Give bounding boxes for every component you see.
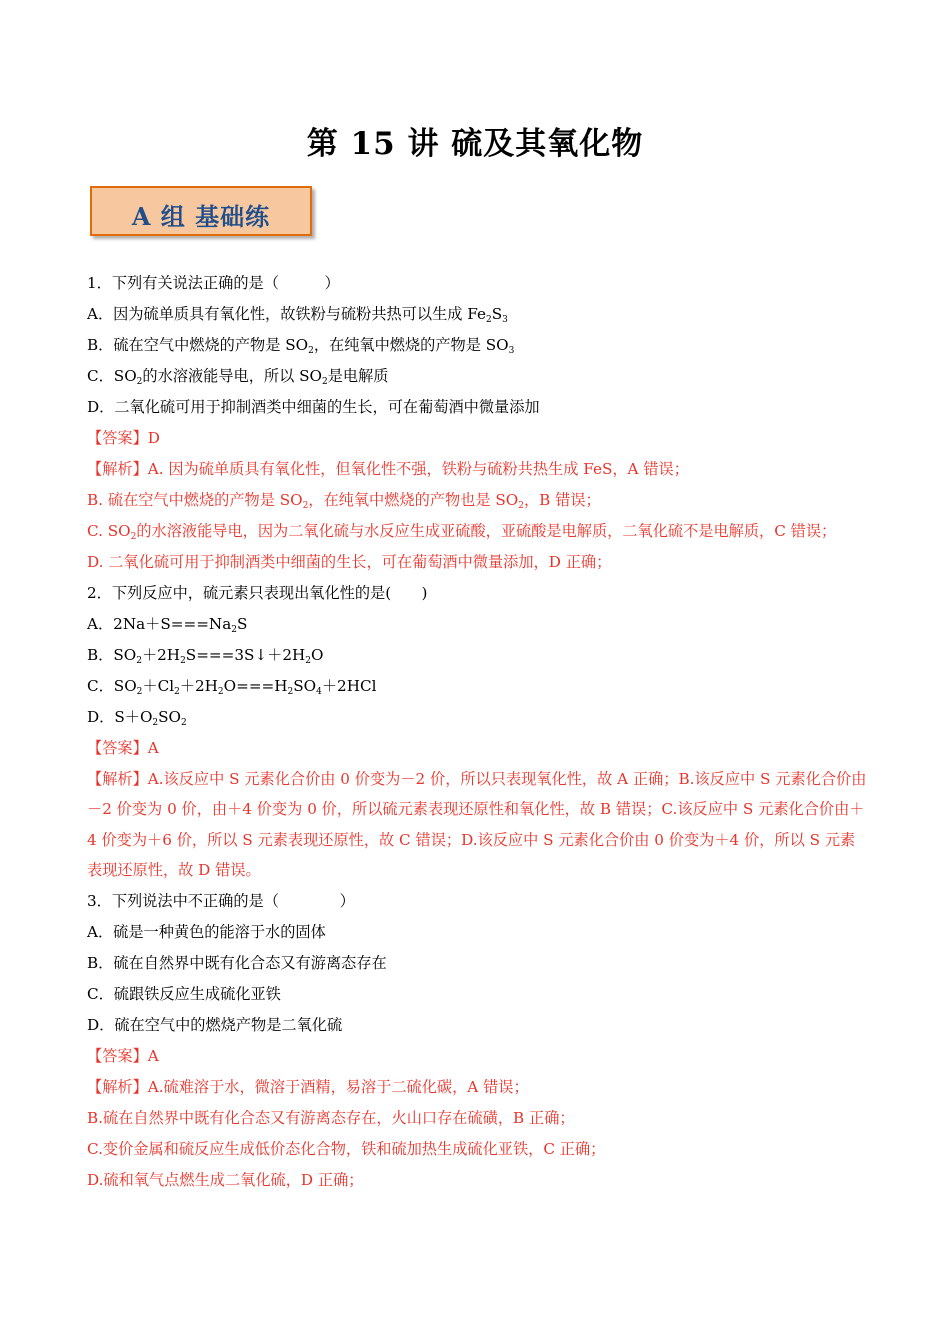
- question-2-option-b: B．$SO_2+2H_2S===3S↓+2H_2O$: [87, 645, 324, 666]
- section-label: A 组 基础练: [131, 202, 271, 231]
- page-title: 第 15 讲 硫及其氧化物: [306, 126, 644, 162]
- question-2-answer: 【答案】A: [87, 738, 159, 757]
- question-1-option-a: A．因为硫单质具有氧化性，故铁粉与硫粉共热可以生成 $Fe_2S_3$: [87, 305, 508, 325]
- question-3-analysis-c: C.变价金属和硫反应生成低价态化合物，铁和硫加热生成硫化亚铁，C 正确；: [87, 1139, 606, 1158]
- question-3-option-b: B．硫在自然界中既有化合态又有游离态存在: [87, 953, 387, 972]
- question-3-analysis-d: D.硫和氧气点燃生成二氧化硫，D 正确；: [87, 1170, 364, 1189]
- question-3-answer: 【答案】A: [87, 1046, 159, 1065]
- question-1-answer: 【答案】D: [87, 429, 160, 447]
- question-3-option-c: C．硫跟铁反应生成硫化亚铁: [87, 984, 281, 1003]
- question-1-option-b: B．硫在空气中燃烧的产物是 $SO_2$，在纯氧中燃烧的产物是 $SO_3$: [87, 336, 515, 356]
- question-1-option-c: C．$SO_2$的水溶液能导电，所以 $SO_2$是电解质: [87, 367, 389, 387]
- question-1-analysis-d: D. 二氧化硫可用于抑制酒类中细菌的生长，可在葡萄酒中微量添加，D 正确；: [87, 552, 612, 571]
- question-3-option-a: A．硫是一种黄色的能溶于水的固体: [87, 922, 326, 941]
- question-1-stem: 1．下列有关说法正确的是（ ）: [87, 274, 340, 292]
- question-3-analysis-a: 【解析】A.硫难溶于水，微溶于酒精，易溶于二硫化碳，A 错误；: [87, 1077, 529, 1096]
- question-3-analysis-b: B.硫在自然界中既有化合态又有游离态存在，火山口存在硫磺，B 正确；: [87, 1108, 575, 1127]
- section-banner: [90, 186, 312, 236]
- question-1-analysis-b: B. 硫在空气中燃烧的产物是 $SO_2$，在纯氧中燃烧的产物也是 $SO_2$，B 错误；: [87, 491, 601, 511]
- question-2-option-d: D．$S+O_2SO_2$: [87, 707, 187, 728]
- document-body: [87, 268, 867, 1196]
- question-1-analysis-c: C. $SO_2$的水溶液能导电，因为二氧化硫与水反应生成亚硫酸，亚硫酸是电解质，二氧化硫不是电解质，C 错误；: [87, 522, 837, 542]
- question-2-analysis: 【解析】A.该反应中 S 元素化合价由 0 价变为－2 价，所以只表现氧化性，故 A 正确；B.该反应中 S 元素化合价由－2 价变为 0 价，由＋4 价变为 0 价，所以硫元素表现还原性和氧化性，故 B 错误；C.该反应中 S 元素化合价由＋4 价变为＋6 价，所以 S 元素表现还原性，故 C 错误；D.该反应中 S 元素化合价由 0 价变为＋4 价，所以 S 元素表现还原性，故 D 错误。: [87, 769, 867, 879]
- question-3-option-d: D．硫在空气中的燃烧产物是二氧化硫: [87, 1015, 343, 1034]
- question-2-option-a: A．$2Na+S===Na_2S$: [87, 614, 248, 635]
- question-2-stem: 2．下列反应中，硫元素只表现出氧化性的是( ): [87, 583, 428, 602]
- question-1-option-d: D．二氧化硫可用于抑制酒类中细菌的生长，可在葡萄酒中微量添加: [87, 398, 540, 416]
- question-1-analysis-a: 【解析】A. 因为硫单质具有氧化性，但氧化性不强，铁粉与硫粉共热生成 FeS，A 错误；: [87, 460, 689, 478]
- question-3-stem: 3．下列说法中不正确的是（ ）: [87, 891, 355, 910]
- question-2-option-c: C．$SO_2+Cl_2+2H_2O===H_2SO_4+2HCl$: [87, 676, 377, 697]
